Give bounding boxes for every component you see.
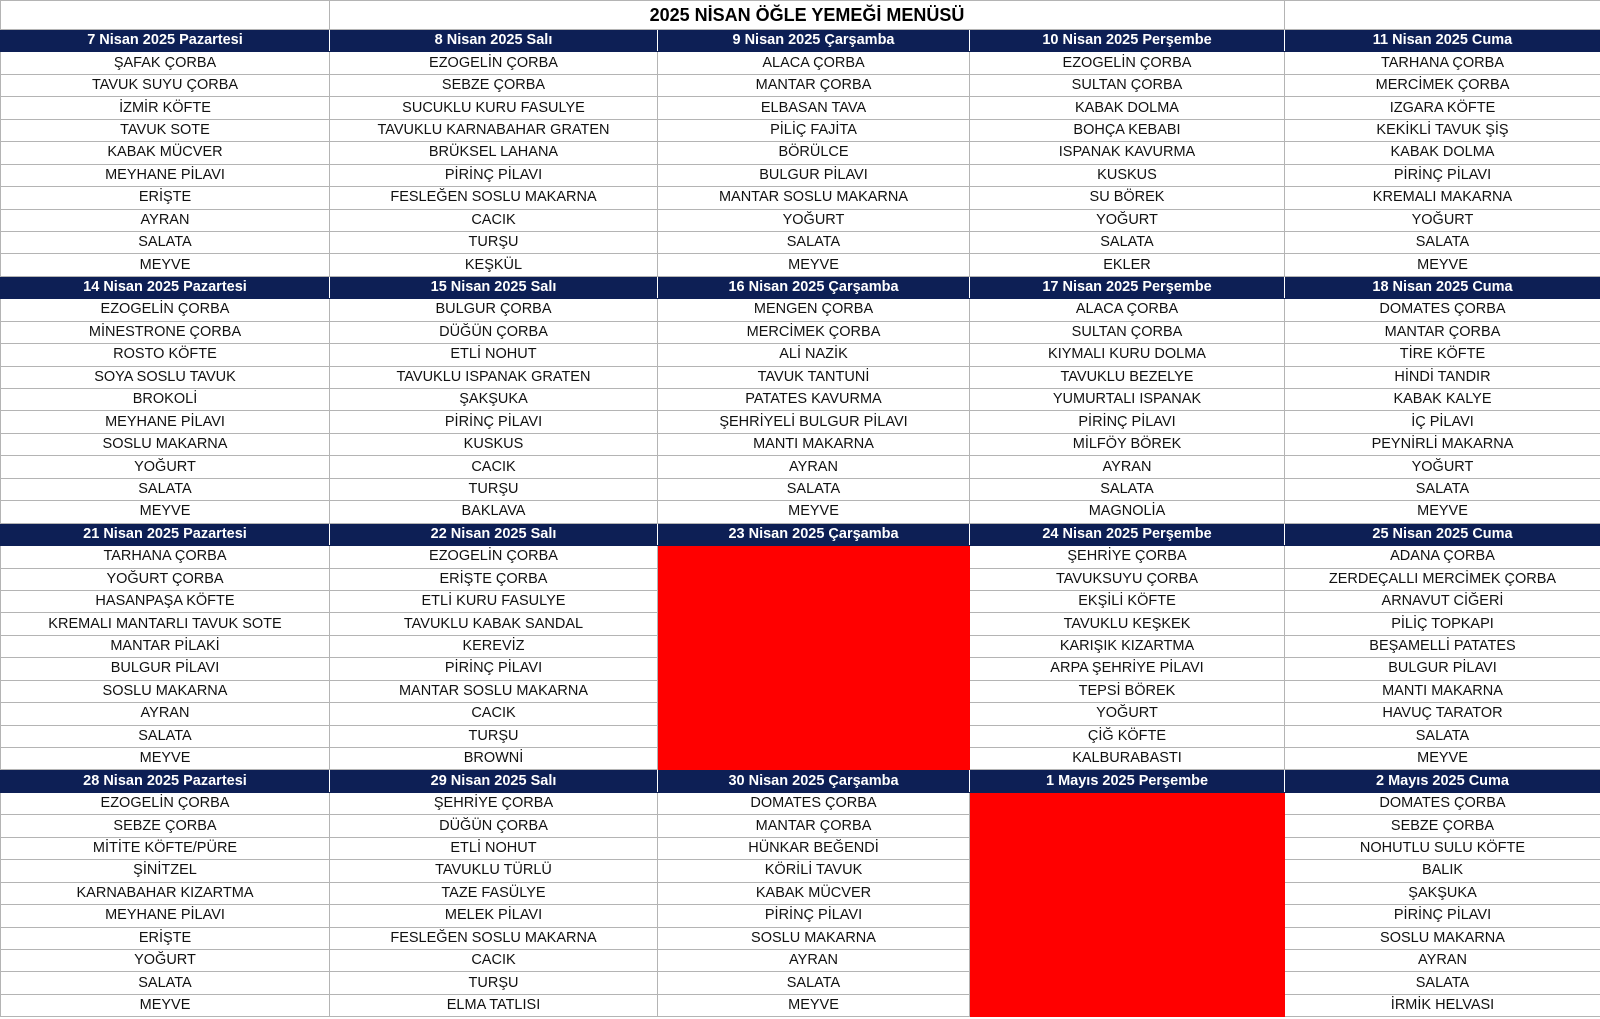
day-header: 8 Nisan 2025 Salı xyxy=(330,30,658,52)
menu-item-row xyxy=(1,231,1600,253)
menu-item: TAVUK SUYU ÇORBA xyxy=(1,74,330,96)
menu-item: ALİ NAZİK xyxy=(658,344,970,366)
menu-item: TARHANA ÇORBA xyxy=(1285,52,1600,74)
menu-item: TİRE KÖFTE xyxy=(1285,344,1600,366)
menu-item: BROKOLİ xyxy=(1,389,330,411)
menu-item: YOĞURT ÇORBA xyxy=(1,568,330,590)
week-header-row xyxy=(1,30,1600,52)
menu-item-row xyxy=(1,299,1600,321)
menu-item: SALATA xyxy=(1,725,330,747)
menu-item: TAVUKLU TÜRLÜ xyxy=(330,860,658,882)
menu-item-row xyxy=(1,456,1600,478)
menu-item: ERİŞTE xyxy=(1,927,330,949)
menu-item: BULGUR PİLAVI xyxy=(1285,658,1600,680)
menu-item: SALATA xyxy=(970,478,1285,500)
title-right-spacer xyxy=(1285,1,1600,30)
menu-item-row xyxy=(1,411,1600,433)
menu-item: EZOGELİN ÇORBA xyxy=(970,52,1285,74)
menu-item: SALATA xyxy=(1,972,330,994)
menu-item-row xyxy=(1,97,1600,119)
menu-item: YOĞURT xyxy=(970,703,1285,725)
menu-item: TURŞU xyxy=(330,725,658,747)
menu-item: ALACA ÇORBA xyxy=(970,299,1285,321)
menu-item: SUCUKLU KURU FASULYE xyxy=(330,97,658,119)
menu-item: HİNDİ TANDIR xyxy=(1285,366,1600,388)
menu-item-row xyxy=(1,972,1600,994)
closed-day-cell xyxy=(658,590,970,612)
menu-item: TAVUK TANTUNİ xyxy=(658,366,970,388)
menu-item: CACIK xyxy=(330,209,658,231)
menu-item: KABAK KALYE xyxy=(1285,389,1600,411)
day-header: 25 Nisan 2025 Cuma xyxy=(1285,523,1600,545)
menu-item: BULGUR PİLAVI xyxy=(658,164,970,186)
menu-item: BOHÇA KEBABI xyxy=(970,119,1285,141)
menu-item: KEREVİZ xyxy=(330,635,658,657)
menu-item: MERCİMEK ÇORBA xyxy=(1285,74,1600,96)
menu-item: MEYVE xyxy=(1285,254,1600,276)
menu-item: ŞAKŞUKA xyxy=(330,389,658,411)
menu-item-row xyxy=(1,433,1600,455)
menu-item-row xyxy=(1,568,1600,590)
menu-item: MEYVE xyxy=(1,748,330,770)
menu-item: ERİŞTE xyxy=(1,187,330,209)
menu-item: SOSLU MAKARNA xyxy=(1,680,330,702)
closed-day-cell xyxy=(658,658,970,680)
menu-item: TARHANA ÇORBA xyxy=(1,546,330,568)
menu-item: SALATA xyxy=(1285,725,1600,747)
menu-item: BULGUR PİLAVI xyxy=(1,658,330,680)
menu-item-row xyxy=(1,748,1600,770)
menu-item: TURŞU xyxy=(330,972,658,994)
week-header-row xyxy=(1,770,1600,792)
menu-item: HASANPAŞA KÖFTE xyxy=(1,590,330,612)
menu-item: ETLİ NOHUT xyxy=(330,344,658,366)
menu-item: SEBZE ÇORBA xyxy=(330,74,658,96)
menu-item: MEYHANE PİLAVI xyxy=(1,905,330,927)
closed-day-cell xyxy=(658,725,970,747)
menu-item: PİLİÇ FAJİTA xyxy=(658,119,970,141)
menu-item: HÜNKAR BEĞENDİ xyxy=(658,837,970,859)
menu-item: CACIK xyxy=(330,949,658,971)
menu-item: KARNABAHAR KIZARTMA xyxy=(1,882,330,904)
menu-item-row xyxy=(1,590,1600,612)
menu-item-row xyxy=(1,680,1600,702)
closed-day-cell xyxy=(658,635,970,657)
menu-item-row xyxy=(1,792,1600,814)
menu-item: CACIK xyxy=(330,703,658,725)
menu-item: HAVUÇ TARATOR xyxy=(1285,703,1600,725)
closed-day-cell xyxy=(970,905,1285,927)
menu-item: KABAK DOLMA xyxy=(1285,142,1600,164)
menu-item: MİTİTE KÖFTE/PÜRE xyxy=(1,837,330,859)
menu-item: PİRİNÇ PİLAVI xyxy=(658,905,970,927)
menu-item: EZOGELİN ÇORBA xyxy=(1,299,330,321)
menu-item: KABAK MÜCVER xyxy=(1,142,330,164)
closed-day-cell xyxy=(970,949,1285,971)
menu-item: SALATA xyxy=(1285,231,1600,253)
menu-item: MANTAR PİLAKİ xyxy=(1,635,330,657)
menu-item: ARNAVUT CİĞERİ xyxy=(1285,590,1600,612)
menu-item: ŞİNİTZEL xyxy=(1,860,330,882)
menu-item: MEYVE xyxy=(1,501,330,523)
menu-item-row xyxy=(1,994,1600,1016)
day-header: 21 Nisan 2025 Pazartesi xyxy=(1,523,330,545)
menu-item: PİLİÇ TOPKAPI xyxy=(1285,613,1600,635)
menu-item: EKLER xyxy=(970,254,1285,276)
menu-item: YUMURTALI ISPANAK xyxy=(970,389,1285,411)
menu-item: SULTAN ÇORBA xyxy=(970,321,1285,343)
menu-item: MEYHANE PİLAVI xyxy=(1,411,330,433)
menu-item: KREMALI MANTARLI TAVUK SOTE xyxy=(1,613,330,635)
menu-item: ROSTO KÖFTE xyxy=(1,344,330,366)
menu-item: PİRİNÇ PİLAVI xyxy=(330,411,658,433)
menu-item: DOMATES ÇORBA xyxy=(658,792,970,814)
menu-item-row xyxy=(1,949,1600,971)
menu-item: DOMATES ÇORBA xyxy=(1285,299,1600,321)
menu-item: ŞEHRİYELİ BULGUR PİLAVI xyxy=(658,411,970,433)
menu-item: MEYVE xyxy=(1,254,330,276)
menu-item: SOSLU MAKARNA xyxy=(658,927,970,949)
menu-item-row xyxy=(1,882,1600,904)
menu-item: SOYA SOSLU TAVUK xyxy=(1,366,330,388)
day-header: 2 Mayıs 2025 Cuma xyxy=(1285,770,1600,792)
menu-item: ŞEHRİYE ÇORBA xyxy=(970,546,1285,568)
menu-item: YOĞURT xyxy=(658,209,970,231)
menu-item: SALATA xyxy=(970,231,1285,253)
menu-item: ZERDEÇALLI MERCİMEK ÇORBA xyxy=(1285,568,1600,590)
menu-item: SULTAN ÇORBA xyxy=(970,74,1285,96)
menu-item-row xyxy=(1,635,1600,657)
menu-item: EKŞİLİ KÖFTE xyxy=(970,590,1285,612)
menu-item-row xyxy=(1,389,1600,411)
menu-item: ARPA ŞEHRİYE PİLAVI xyxy=(970,658,1285,680)
menu-item: BALIK xyxy=(1285,860,1600,882)
closed-day-cell xyxy=(658,546,970,568)
menu-item-row xyxy=(1,815,1600,837)
menu-item: KEKİKLİ TAVUK ŞİŞ xyxy=(1285,119,1600,141)
day-header: 10 Nisan 2025 Perşembe xyxy=(970,30,1285,52)
menu-item: ALACA ÇORBA xyxy=(658,52,970,74)
menu-item: ERİŞTE ÇORBA xyxy=(330,568,658,590)
menu-item: KÖRİLİ TAVUK xyxy=(658,860,970,882)
menu-item-row xyxy=(1,725,1600,747)
menu-item: SALATA xyxy=(658,231,970,253)
day-header: 28 Nisan 2025 Pazartesi xyxy=(1,770,330,792)
closed-day-cell xyxy=(970,927,1285,949)
menu-item: ADANA ÇORBA xyxy=(1285,546,1600,568)
menu-item: PATATES KAVURMA xyxy=(658,389,970,411)
menu-item: MELEK PİLAVI xyxy=(330,905,658,927)
menu-item: AYRAN xyxy=(970,456,1285,478)
menu-item: SALATA xyxy=(1,478,330,500)
menu-item: YOĞURT xyxy=(1,949,330,971)
menu-item-row xyxy=(1,321,1600,343)
menu-item: TAZE FASÜLYE xyxy=(330,882,658,904)
week-header-row xyxy=(1,523,1600,545)
menu-item: PİRİNÇ PİLAVI xyxy=(970,411,1285,433)
menu-item: ISPANAK KAVURMA xyxy=(970,142,1285,164)
menu-item: EZOGELİN ÇORBA xyxy=(1,792,330,814)
menu-item: KUSKUS xyxy=(330,433,658,455)
menu-item: ŞAKŞUKA xyxy=(1285,882,1600,904)
closed-day-cell xyxy=(970,994,1285,1016)
menu-item: AYRAN xyxy=(658,949,970,971)
menu-item: BULGUR ÇORBA xyxy=(330,299,658,321)
menu-item: TAVUKLU KEŞKEK xyxy=(970,613,1285,635)
menu-item: SU BÖREK xyxy=(970,187,1285,209)
menu-item: MANTAR SOSLU MAKARNA xyxy=(330,680,658,702)
closed-day-cell xyxy=(970,882,1285,904)
menu-item: MEYVE xyxy=(658,994,970,1016)
closed-day-cell xyxy=(970,972,1285,994)
menu-item: TAVUKSUYU ÇORBA xyxy=(970,568,1285,590)
menu-item-row xyxy=(1,254,1600,276)
menu-item: TAVUKLU BEZELYE xyxy=(970,366,1285,388)
menu-item: MANTI MAKARNA xyxy=(1285,680,1600,702)
menu-item: İÇ PİLAVI xyxy=(1285,411,1600,433)
menu-item: MERCİMEK ÇORBA xyxy=(658,321,970,343)
menu-item: KABAK DOLMA xyxy=(970,97,1285,119)
menu-item: BAKLAVA xyxy=(330,501,658,523)
menu-item: PİRİNÇ PİLAVI xyxy=(330,658,658,680)
menu-item: IZGARA KÖFTE xyxy=(1285,97,1600,119)
menu-item: SOSLU MAKARNA xyxy=(1285,927,1600,949)
menu-item: SEBZE ÇORBA xyxy=(1,815,330,837)
menu-item: MENGEN ÇORBA xyxy=(658,299,970,321)
menu-item-row xyxy=(1,703,1600,725)
menu-item-row xyxy=(1,860,1600,882)
menu-item: PİRİNÇ PİLAVI xyxy=(330,164,658,186)
menu-item: BEŞAMELLİ PATATES xyxy=(1285,635,1600,657)
menu-item: KREMALI MAKARNA xyxy=(1285,187,1600,209)
closed-day-cell xyxy=(970,860,1285,882)
menu-item-row xyxy=(1,927,1600,949)
menu-item-row xyxy=(1,366,1600,388)
day-header: 23 Nisan 2025 Çarşamba xyxy=(658,523,970,545)
menu-item-row xyxy=(1,905,1600,927)
menu-item: TAVUKLU ISPANAK GRATEN xyxy=(330,366,658,388)
menu-item-row xyxy=(1,119,1600,141)
menu-item: TAVUKLU KABAK SANDAL xyxy=(330,613,658,635)
menu-item: TAVUK SOTE xyxy=(1,119,330,141)
menu-title: 2025 NİSAN ÖĞLE YEMEĞİ MENÜSÜ xyxy=(330,1,1285,30)
day-header: 16 Nisan 2025 Çarşamba xyxy=(658,276,970,298)
closed-day-cell xyxy=(658,703,970,725)
day-header: 9 Nisan 2025 Çarşamba xyxy=(658,30,970,52)
menu-item: KEŞKÜL xyxy=(330,254,658,276)
closed-day-cell xyxy=(970,792,1285,814)
closed-day-cell xyxy=(658,613,970,635)
menu-item: YOĞURT xyxy=(1285,209,1600,231)
closed-day-cell xyxy=(658,680,970,702)
menu-item: SALATA xyxy=(658,478,970,500)
menu-item: AYRAN xyxy=(1,703,330,725)
day-header: 18 Nisan 2025 Cuma xyxy=(1285,276,1600,298)
menu-item: SALATA xyxy=(658,972,970,994)
menu-item: EZOGELİN ÇORBA xyxy=(330,546,658,568)
menu-item: İZMİR KÖFTE xyxy=(1,97,330,119)
menu-item: MEYVE xyxy=(1285,501,1600,523)
menu-item-row xyxy=(1,344,1600,366)
menu-item: KARIŞIK KIZARTMA xyxy=(970,635,1285,657)
menu-item: TURŞU xyxy=(330,478,658,500)
menu-item-row xyxy=(1,142,1600,164)
day-header: 22 Nisan 2025 Salı xyxy=(330,523,658,545)
menu-item: KIYMALI KURU DOLMA xyxy=(970,344,1285,366)
menu-item: CACIK xyxy=(330,456,658,478)
menu-item: TEPSİ BÖREK xyxy=(970,680,1285,702)
title-row xyxy=(1,1,1600,30)
closed-day-cell xyxy=(658,568,970,590)
menu-item: SOSLU MAKARNA xyxy=(1,433,330,455)
menu-item: DÜĞÜN ÇORBA xyxy=(330,321,658,343)
menu-item: MİLFÖY BÖREK xyxy=(970,433,1285,455)
menu-item: MANTAR ÇORBA xyxy=(1285,321,1600,343)
closed-day-cell xyxy=(970,837,1285,859)
menu-item-row xyxy=(1,478,1600,500)
menu-item: KABAK MÜCVER xyxy=(658,882,970,904)
menu-item: BROWNİ xyxy=(330,748,658,770)
menu-item: MEYHANE PİLAVI xyxy=(1,164,330,186)
menu-item: SALATA xyxy=(1,231,330,253)
menu-body xyxy=(1,1,1600,1017)
menu-item: AYRAN xyxy=(1,209,330,231)
day-header: 29 Nisan 2025 Salı xyxy=(330,770,658,792)
menu-item: MANTAR ÇORBA xyxy=(658,74,970,96)
menu-item: ETLİ KURU FASULYE xyxy=(330,590,658,612)
menu-item: SEBZE ÇORBA xyxy=(1285,815,1600,837)
menu-item: MAGNOLİA xyxy=(970,501,1285,523)
menu-item: DOMATES ÇORBA xyxy=(1285,792,1600,814)
menu-item: KALBURABASTI xyxy=(970,748,1285,770)
menu-item: MEYVE xyxy=(1285,748,1600,770)
menu-item: YOĞURT xyxy=(1285,456,1600,478)
menu-item: FESLEĞEN SOSLU MAKARNA xyxy=(330,187,658,209)
menu-item-row xyxy=(1,658,1600,680)
menu-item: PEYNİRLİ MAKARNA xyxy=(1285,433,1600,455)
menu-item: MEYVE xyxy=(658,254,970,276)
closed-day-cell xyxy=(970,815,1285,837)
menu-item-row xyxy=(1,52,1600,74)
menu-item: FESLEĞEN SOSLU MAKARNA xyxy=(330,927,658,949)
menu-item-row xyxy=(1,74,1600,96)
menu-item: YOĞURT xyxy=(1,456,330,478)
menu-item: YOĞURT xyxy=(970,209,1285,231)
day-header: 17 Nisan 2025 Perşembe xyxy=(970,276,1285,298)
menu-item: SALATA xyxy=(1285,972,1600,994)
menu-item: PİRİNÇ PİLAVI xyxy=(1285,164,1600,186)
day-header: 14 Nisan 2025 Pazartesi xyxy=(1,276,330,298)
menu-item: ŞEHRİYE ÇORBA xyxy=(330,792,658,814)
menu-item-row xyxy=(1,613,1600,635)
menu-item: EZOGELİN ÇORBA xyxy=(330,52,658,74)
menu-item: DÜĞÜN ÇORBA xyxy=(330,815,658,837)
menu-item-row xyxy=(1,187,1600,209)
menu-item-row xyxy=(1,546,1600,568)
menu-item: MANTI MAKARNA xyxy=(658,433,970,455)
closed-day-cell xyxy=(658,748,970,770)
day-header: 15 Nisan 2025 Salı xyxy=(330,276,658,298)
menu-item: PİRİNÇ PİLAVI xyxy=(1285,905,1600,927)
menu-item: AYRAN xyxy=(658,456,970,478)
menu-item: SALATA xyxy=(1285,478,1600,500)
menu-item: BÖRÜLCE xyxy=(658,142,970,164)
day-header: 24 Nisan 2025 Perşembe xyxy=(970,523,1285,545)
menu-item-row xyxy=(1,501,1600,523)
menu-item: TAVUKLU KARNABAHAR GRATEN xyxy=(330,119,658,141)
day-header: 7 Nisan 2025 Pazartesi xyxy=(1,30,330,52)
menu-item: İRMİK HELVASI xyxy=(1285,994,1600,1016)
menu-item: MİNESTRONE ÇORBA xyxy=(1,321,330,343)
menu-item-row xyxy=(1,164,1600,186)
menu-item-row xyxy=(1,209,1600,231)
menu-item: NOHUTLU SULU KÖFTE xyxy=(1285,837,1600,859)
menu-item: KUSKUS xyxy=(970,164,1285,186)
menu-item: AYRAN xyxy=(1285,949,1600,971)
day-header: 1 Mayıs 2025 Perşembe xyxy=(970,770,1285,792)
menu-item: ETLİ NOHUT xyxy=(330,837,658,859)
day-header: 30 Nisan 2025 Çarşamba xyxy=(658,770,970,792)
menu-item: ELBASAN TAVA xyxy=(658,97,970,119)
menu-item: BRÜKSEL LAHANA xyxy=(330,142,658,164)
menu-item: MANTAR ÇORBA xyxy=(658,815,970,837)
menu-item: ŞAFAK ÇORBA xyxy=(1,52,330,74)
menu-item: ELMA TATLISI xyxy=(330,994,658,1016)
menu-item: TURŞU xyxy=(330,231,658,253)
day-header: 11 Nisan 2025 Cuma xyxy=(1285,30,1600,52)
week-header-row xyxy=(1,276,1600,298)
menu-item: MEYVE xyxy=(658,501,970,523)
menu-item: MANTAR SOSLU MAKARNA xyxy=(658,187,970,209)
title-left-spacer xyxy=(1,1,330,30)
menu-item: ÇİĞ KÖFTE xyxy=(970,725,1285,747)
menu-item-row xyxy=(1,837,1600,859)
menu-item: MEYVE xyxy=(1,994,330,1016)
